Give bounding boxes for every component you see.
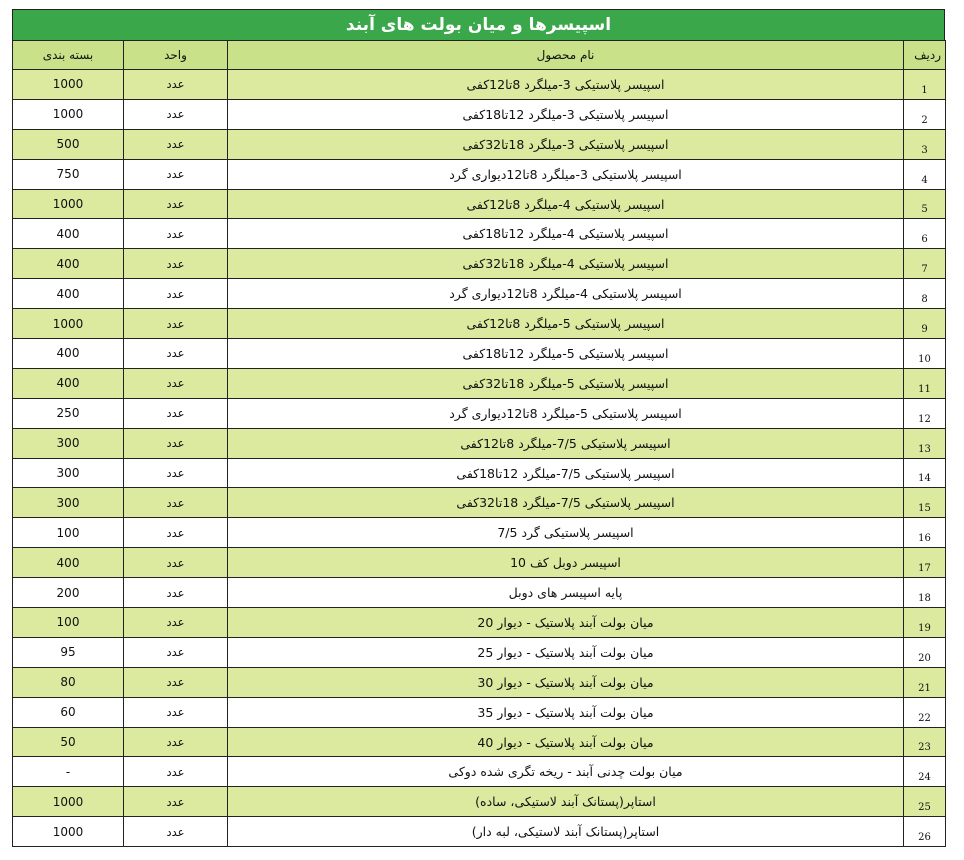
row-index: 25 — [904, 787, 946, 817]
row-index: 3 — [904, 129, 946, 159]
row-product-name: میان بولت چدنی آبند - ریخه تگری شده دوکی — [228, 757, 904, 787]
row-unit: عدد — [124, 757, 228, 787]
table-row — [13, 757, 946, 787]
row-product-name: اسپیسر پلاستیکی 5-میلگرد 8تا12کفی — [228, 309, 904, 339]
row-unit: عدد — [124, 159, 228, 189]
row-product-name: اسپیسر پلاستیکی 4-میلگرد 8تا12دیواری گرد — [228, 279, 904, 309]
row-packaging: 100 — [13, 608, 124, 638]
row-unit: عدد — [124, 518, 228, 548]
row-packaging: 400 — [13, 339, 124, 369]
row-packaging: 400 — [13, 368, 124, 398]
row-index: 24 — [904, 757, 946, 787]
table-row — [13, 667, 946, 697]
product-price-list — [12, 9, 945, 847]
table-row — [13, 727, 946, 757]
row-packaging: 1000 — [13, 70, 124, 100]
row-index: 18 — [904, 578, 946, 608]
row-index: 15 — [904, 488, 946, 518]
products-table — [12, 40, 946, 847]
row-packaging: 200 — [13, 578, 124, 608]
table-row — [13, 428, 946, 458]
table-row — [13, 578, 946, 608]
table-row — [13, 518, 946, 548]
row-unit: عدد — [124, 279, 228, 309]
row-product-name: میان بولت آبند پلاستیک - دیوار 20 — [228, 608, 904, 638]
row-packaging: 300 — [13, 428, 124, 458]
row-packaging: 400 — [13, 219, 124, 249]
row-packaging: 400 — [13, 249, 124, 279]
row-product-name: اسپیسر پلاستیکی گرد 7/5 — [228, 518, 904, 548]
row-packaging: 1000 — [13, 817, 124, 847]
row-unit: عدد — [124, 368, 228, 398]
row-unit: عدد — [124, 578, 228, 608]
row-product-name: میان بولت آبند پلاستیک - دیوار 35 — [228, 697, 904, 727]
table-row — [13, 159, 946, 189]
row-unit: عدد — [124, 697, 228, 727]
row-product-name: اسپیسر پلاستیکی 3-میلگرد 8تا12کفی — [228, 70, 904, 100]
row-index: 7 — [904, 249, 946, 279]
row-packaging: - — [13, 757, 124, 787]
table-row — [13, 787, 946, 817]
row-index: 20 — [904, 637, 946, 667]
row-index: 22 — [904, 697, 946, 727]
header-packaging: بسته بندی — [13, 41, 124, 70]
row-index: 4 — [904, 159, 946, 189]
header-unit: واحد — [124, 41, 228, 70]
row-packaging: 1000 — [13, 309, 124, 339]
row-unit: عدد — [124, 309, 228, 339]
header-index: ردیف — [904, 41, 946, 70]
row-product-name: اسپیسر پلاستیکی 7/5-میلگرد 12تا18کفی — [228, 458, 904, 488]
row-packaging: 1000 — [13, 99, 124, 129]
table-row — [13, 249, 946, 279]
row-unit: عدد — [124, 458, 228, 488]
row-index: 21 — [904, 667, 946, 697]
row-packaging: 95 — [13, 637, 124, 667]
row-product-name: میان بولت آبند پلاستیک - دیوار 30 — [228, 667, 904, 697]
row-product-name: اسپیسر پلاستیکی 7/5-میلگرد 18تا32کفی — [228, 488, 904, 518]
table-row — [13, 339, 946, 369]
row-index: 19 — [904, 608, 946, 638]
row-product-name: اسپیسر پلاستیکی 4-میلگرد 8تا12کفی — [228, 189, 904, 219]
row-packaging: 80 — [13, 667, 124, 697]
table-row — [13, 368, 946, 398]
row-product-name: میان بولت آبند پلاستیک - دیوار 40 — [228, 727, 904, 757]
row-product-name: اسپیسر پلاستیکی 3-میلگرد 8تا12دیواری گرد — [228, 159, 904, 189]
row-index: 1 — [904, 70, 946, 100]
row-index: 16 — [904, 518, 946, 548]
table-row — [13, 817, 946, 847]
row-product-name: اسپیسر دوبل کف 10 — [228, 548, 904, 578]
row-unit: عدد — [124, 667, 228, 697]
row-product-name: استاپر(پستانک آبند لاستیکی، لبه دار) — [228, 817, 904, 847]
row-index: 2 — [904, 99, 946, 129]
header-product-name: نام محصول — [228, 41, 904, 70]
row-unit: عدد — [124, 637, 228, 667]
row-packaging: 300 — [13, 458, 124, 488]
row-index: 12 — [904, 398, 946, 428]
row-unit: عدد — [124, 129, 228, 159]
row-packaging: 60 — [13, 697, 124, 727]
row-product-name: اسپیسر پلاستیکی 5-میلگرد 12تا18کفی — [228, 339, 904, 369]
table-row — [13, 608, 946, 638]
row-unit: عدد — [124, 787, 228, 817]
row-product-name: اسپیسر پلاستیکی 3-میلگرد 18تا32کفی — [228, 129, 904, 159]
table-row — [13, 189, 946, 219]
row-unit: عدد — [124, 219, 228, 249]
row-packaging: 750 — [13, 159, 124, 189]
table-row — [13, 697, 946, 727]
row-product-name: اسپیسر پلاستیکی 4-میلگرد 12تا18کفی — [228, 219, 904, 249]
row-packaging: 1000 — [13, 189, 124, 219]
row-product-name: اسپیسر پلاستیکی 4-میلگرد 18تا32کفی — [228, 249, 904, 279]
row-product-name: اسپیسر پلاستیکی 5-میلگرد 8تا12دیواری گرد — [228, 398, 904, 428]
row-unit: عدد — [124, 608, 228, 638]
row-packaging: 250 — [13, 398, 124, 428]
row-unit: عدد — [124, 817, 228, 847]
row-index: 17 — [904, 548, 946, 578]
table-row — [13, 548, 946, 578]
table-row — [13, 488, 946, 518]
row-packaging: 100 — [13, 518, 124, 548]
row-index: 5 — [904, 189, 946, 219]
row-product-name: اسپیسر پلاستیکی 7/5-میلگرد 8تا12کفی — [228, 428, 904, 458]
row-index: 6 — [904, 219, 946, 249]
row-packaging: 300 — [13, 488, 124, 518]
row-unit: عدد — [124, 249, 228, 279]
table-row — [13, 398, 946, 428]
row-index: 10 — [904, 339, 946, 369]
table-row — [13, 219, 946, 249]
row-unit: عدد — [124, 488, 228, 518]
table-row — [13, 70, 946, 100]
row-packaging: 400 — [13, 548, 124, 578]
table-row — [13, 279, 946, 309]
row-product-name: پایه اسپیسر های دوبل — [228, 578, 904, 608]
header-row — [13, 41, 946, 70]
row-packaging: 500 — [13, 129, 124, 159]
row-index: 8 — [904, 279, 946, 309]
row-unit: عدد — [124, 398, 228, 428]
row-product-name: میان بولت آبند پلاستیک - دیوار 25 — [228, 637, 904, 667]
row-index: 13 — [904, 428, 946, 458]
table-row — [13, 637, 946, 667]
row-packaging: 50 — [13, 727, 124, 757]
row-index: 26 — [904, 817, 946, 847]
row-unit: عدد — [124, 727, 228, 757]
row-product-name: استاپر(پستانک آبند لاستیکی، ساده) — [228, 787, 904, 817]
row-unit: عدد — [124, 339, 228, 369]
row-product-name: اسپیسر پلاستیکی 5-میلگرد 18تا32کفی — [228, 368, 904, 398]
table-row — [13, 458, 946, 488]
table-title: اسپیسرها و میان بولت های آبند — [12, 9, 945, 40]
row-packaging: 400 — [13, 279, 124, 309]
row-unit: عدد — [124, 189, 228, 219]
table-row — [13, 129, 946, 159]
row-unit: عدد — [124, 99, 228, 129]
row-unit: عدد — [124, 428, 228, 458]
row-packaging: 1000 — [13, 787, 124, 817]
row-unit: عدد — [124, 70, 228, 100]
row-index: 14 — [904, 458, 946, 488]
table-row — [13, 309, 946, 339]
row-unit: عدد — [124, 548, 228, 578]
table-row — [13, 99, 946, 129]
row-index: 11 — [904, 368, 946, 398]
row-index: 9 — [904, 309, 946, 339]
row-product-name: اسپیسر پلاستیکی 3-میلگرد 12تا18کفی — [228, 99, 904, 129]
row-index: 23 — [904, 727, 946, 757]
table-body — [13, 70, 946, 847]
